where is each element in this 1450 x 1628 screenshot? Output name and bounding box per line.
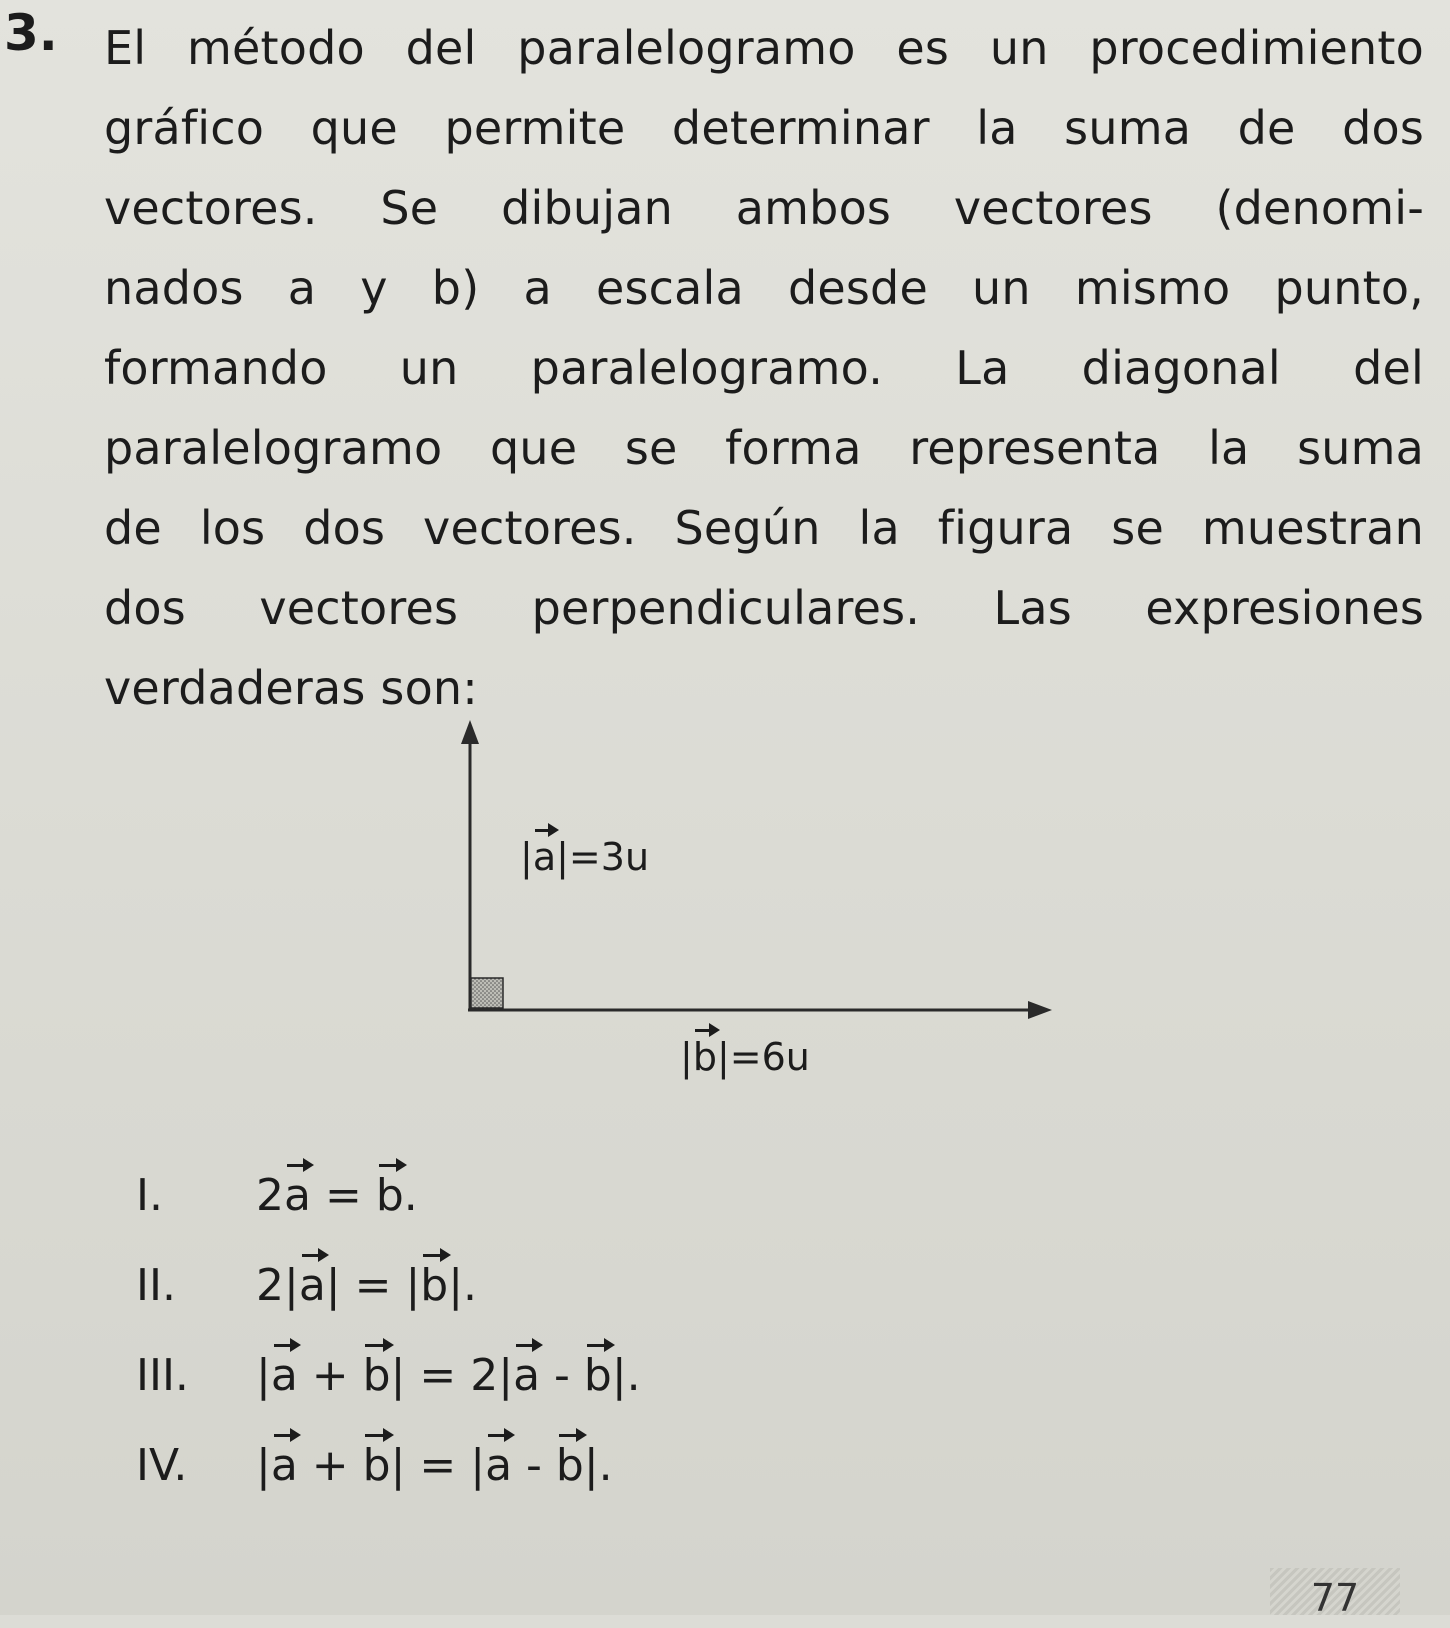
question-text xyxy=(104,8,1424,728)
option-numeral: III. xyxy=(136,1350,189,1401)
vector-symbol: b xyxy=(362,1440,391,1491)
vector-a-label: |a|=3u xyxy=(520,835,650,879)
expr-part: |. xyxy=(448,1260,478,1311)
expr-part: - xyxy=(512,1440,556,1491)
option-numeral: II. xyxy=(136,1260,176,1311)
vector-symbol: a xyxy=(298,1260,326,1311)
vector-symbol: a xyxy=(270,1440,298,1491)
question-line: paralelogramo que se forma representa la suma xyxy=(104,421,1424,475)
page-number: 77 xyxy=(1270,1568,1400,1615)
option-expression xyxy=(256,1170,418,1221)
vector-symbol: b xyxy=(362,1350,391,1401)
question-line: nados a y b) a escala desde un mismo punto, xyxy=(104,261,1424,315)
question-line: de los dos vectores. Según la figura se muestran xyxy=(104,501,1424,555)
vector-b-value: =6u xyxy=(729,1035,810,1079)
vector-symbol: a xyxy=(485,1440,513,1491)
vector-figure xyxy=(440,720,1100,1120)
expr-part: |. xyxy=(583,1440,613,1491)
question-line: verdaderas son: xyxy=(104,661,478,715)
question-line: vectores. Se dibujan ambos vectores (denomi- xyxy=(104,181,1424,235)
expr-part: + xyxy=(297,1440,363,1491)
vector-symbol: a xyxy=(270,1350,298,1401)
option-expression xyxy=(256,1350,641,1401)
vector-a-value: =3u xyxy=(568,835,650,879)
vector-b-arrowhead xyxy=(1028,1001,1052,1019)
option-expression xyxy=(256,1440,613,1491)
right-angle-marker xyxy=(471,978,503,1008)
question-number: 3. xyxy=(4,4,58,62)
vector-symbol: b xyxy=(420,1260,449,1311)
expr-part: | = 2| xyxy=(390,1350,514,1401)
vector-symbol: a xyxy=(284,1170,311,1221)
expr-part: + xyxy=(297,1350,363,1401)
expr-part: | xyxy=(256,1440,271,1491)
expr-part: 2 xyxy=(256,1170,284,1221)
option-numeral: IV. xyxy=(136,1440,188,1491)
option-numeral: I. xyxy=(136,1170,163,1221)
vector-symbol: b xyxy=(583,1350,612,1401)
expr-part: |. xyxy=(611,1350,641,1401)
question-line: El método del paralelogramo es un procedimiento xyxy=(104,21,1424,75)
option-expression xyxy=(256,1260,477,1311)
question-line: dos vectores perpendiculares. Las expresiones xyxy=(104,581,1424,635)
expr-part: | = | xyxy=(325,1260,421,1311)
vector-a-arrowhead xyxy=(461,720,479,744)
expr-part: = xyxy=(310,1170,376,1221)
expr-part: 2| xyxy=(256,1260,299,1311)
expr-part: | xyxy=(256,1350,271,1401)
expr-part: - xyxy=(540,1350,584,1401)
question-line: gráfico que permite determinar la suma de dos xyxy=(104,101,1424,155)
expr-part: | = | xyxy=(390,1440,486,1491)
vector-b-symbol: b xyxy=(692,1035,717,1079)
vector-symbol: a xyxy=(513,1350,541,1401)
expr-part: . xyxy=(403,1170,418,1221)
vector-a-symbol: a xyxy=(532,835,557,879)
vector-symbol: b xyxy=(555,1440,584,1491)
question-line: formando un paralelogramo. La diagonal del xyxy=(104,341,1424,395)
vector-b-label: |b|=6u xyxy=(680,1035,810,1079)
vector-symbol: b xyxy=(375,1170,404,1221)
